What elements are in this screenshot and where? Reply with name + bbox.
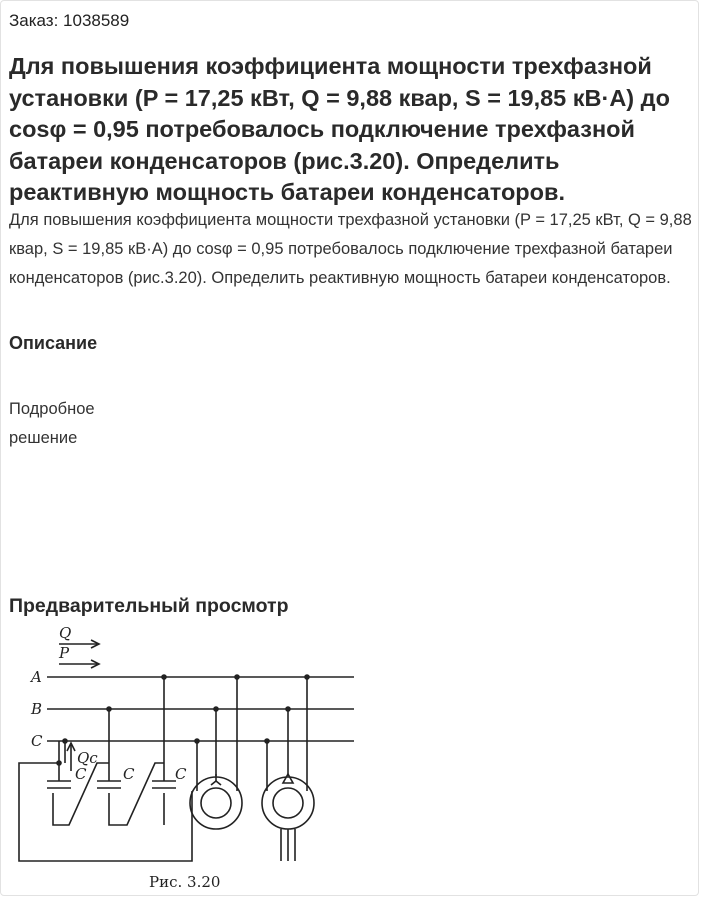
circuit-diagram — [9, 621, 359, 891]
preview-heading: Предварительный просмотр — [9, 595, 289, 617]
detailed-solution-link[interactable]: Подробное решение — [9, 400, 95, 447]
label-line-b: B — [31, 700, 43, 718]
problem-text: Для повышения коэффициента мощности трехфазной установки (P = 17,25 кВт, Q = 9,88 квар, S = 19,85 кВ·А) до cosφ = 0,95 потребовалось подключение трехфазной батареи конденсаторов (рис.3.20). Определить реактивную мощность батареи конденсаторов. — [9, 211, 692, 287]
label-cap-2: C — [123, 765, 135, 783]
label-q: Q — [59, 624, 72, 642]
label-qc: Qc — [77, 749, 98, 767]
figure-caption: Рис. 3.20 — [149, 873, 221, 891]
label-cap-1: C — [75, 765, 87, 783]
label-line-c: C — [31, 732, 43, 750]
label-line-a: A — [31, 668, 42, 686]
label-p: P — [59, 644, 70, 662]
description-heading: Описание — [9, 333, 98, 353]
label-cap-3: C — [175, 765, 187, 783]
page-title: Для повышения коэффициента мощности трехфазной установки (P = 17,25 кВт, Q = 9,88 квар, S = 19,85 кВ·А) до cosφ = 0,95 потребовалось подключение трехфазной батареи конденсаторов (рис.3.20). Определить реактивную мощность батареи конденсаторов. — [9, 53, 670, 205]
circuit-figure — [9, 621, 359, 891]
order-number: Заказ: 1038589 — [9, 11, 130, 30]
